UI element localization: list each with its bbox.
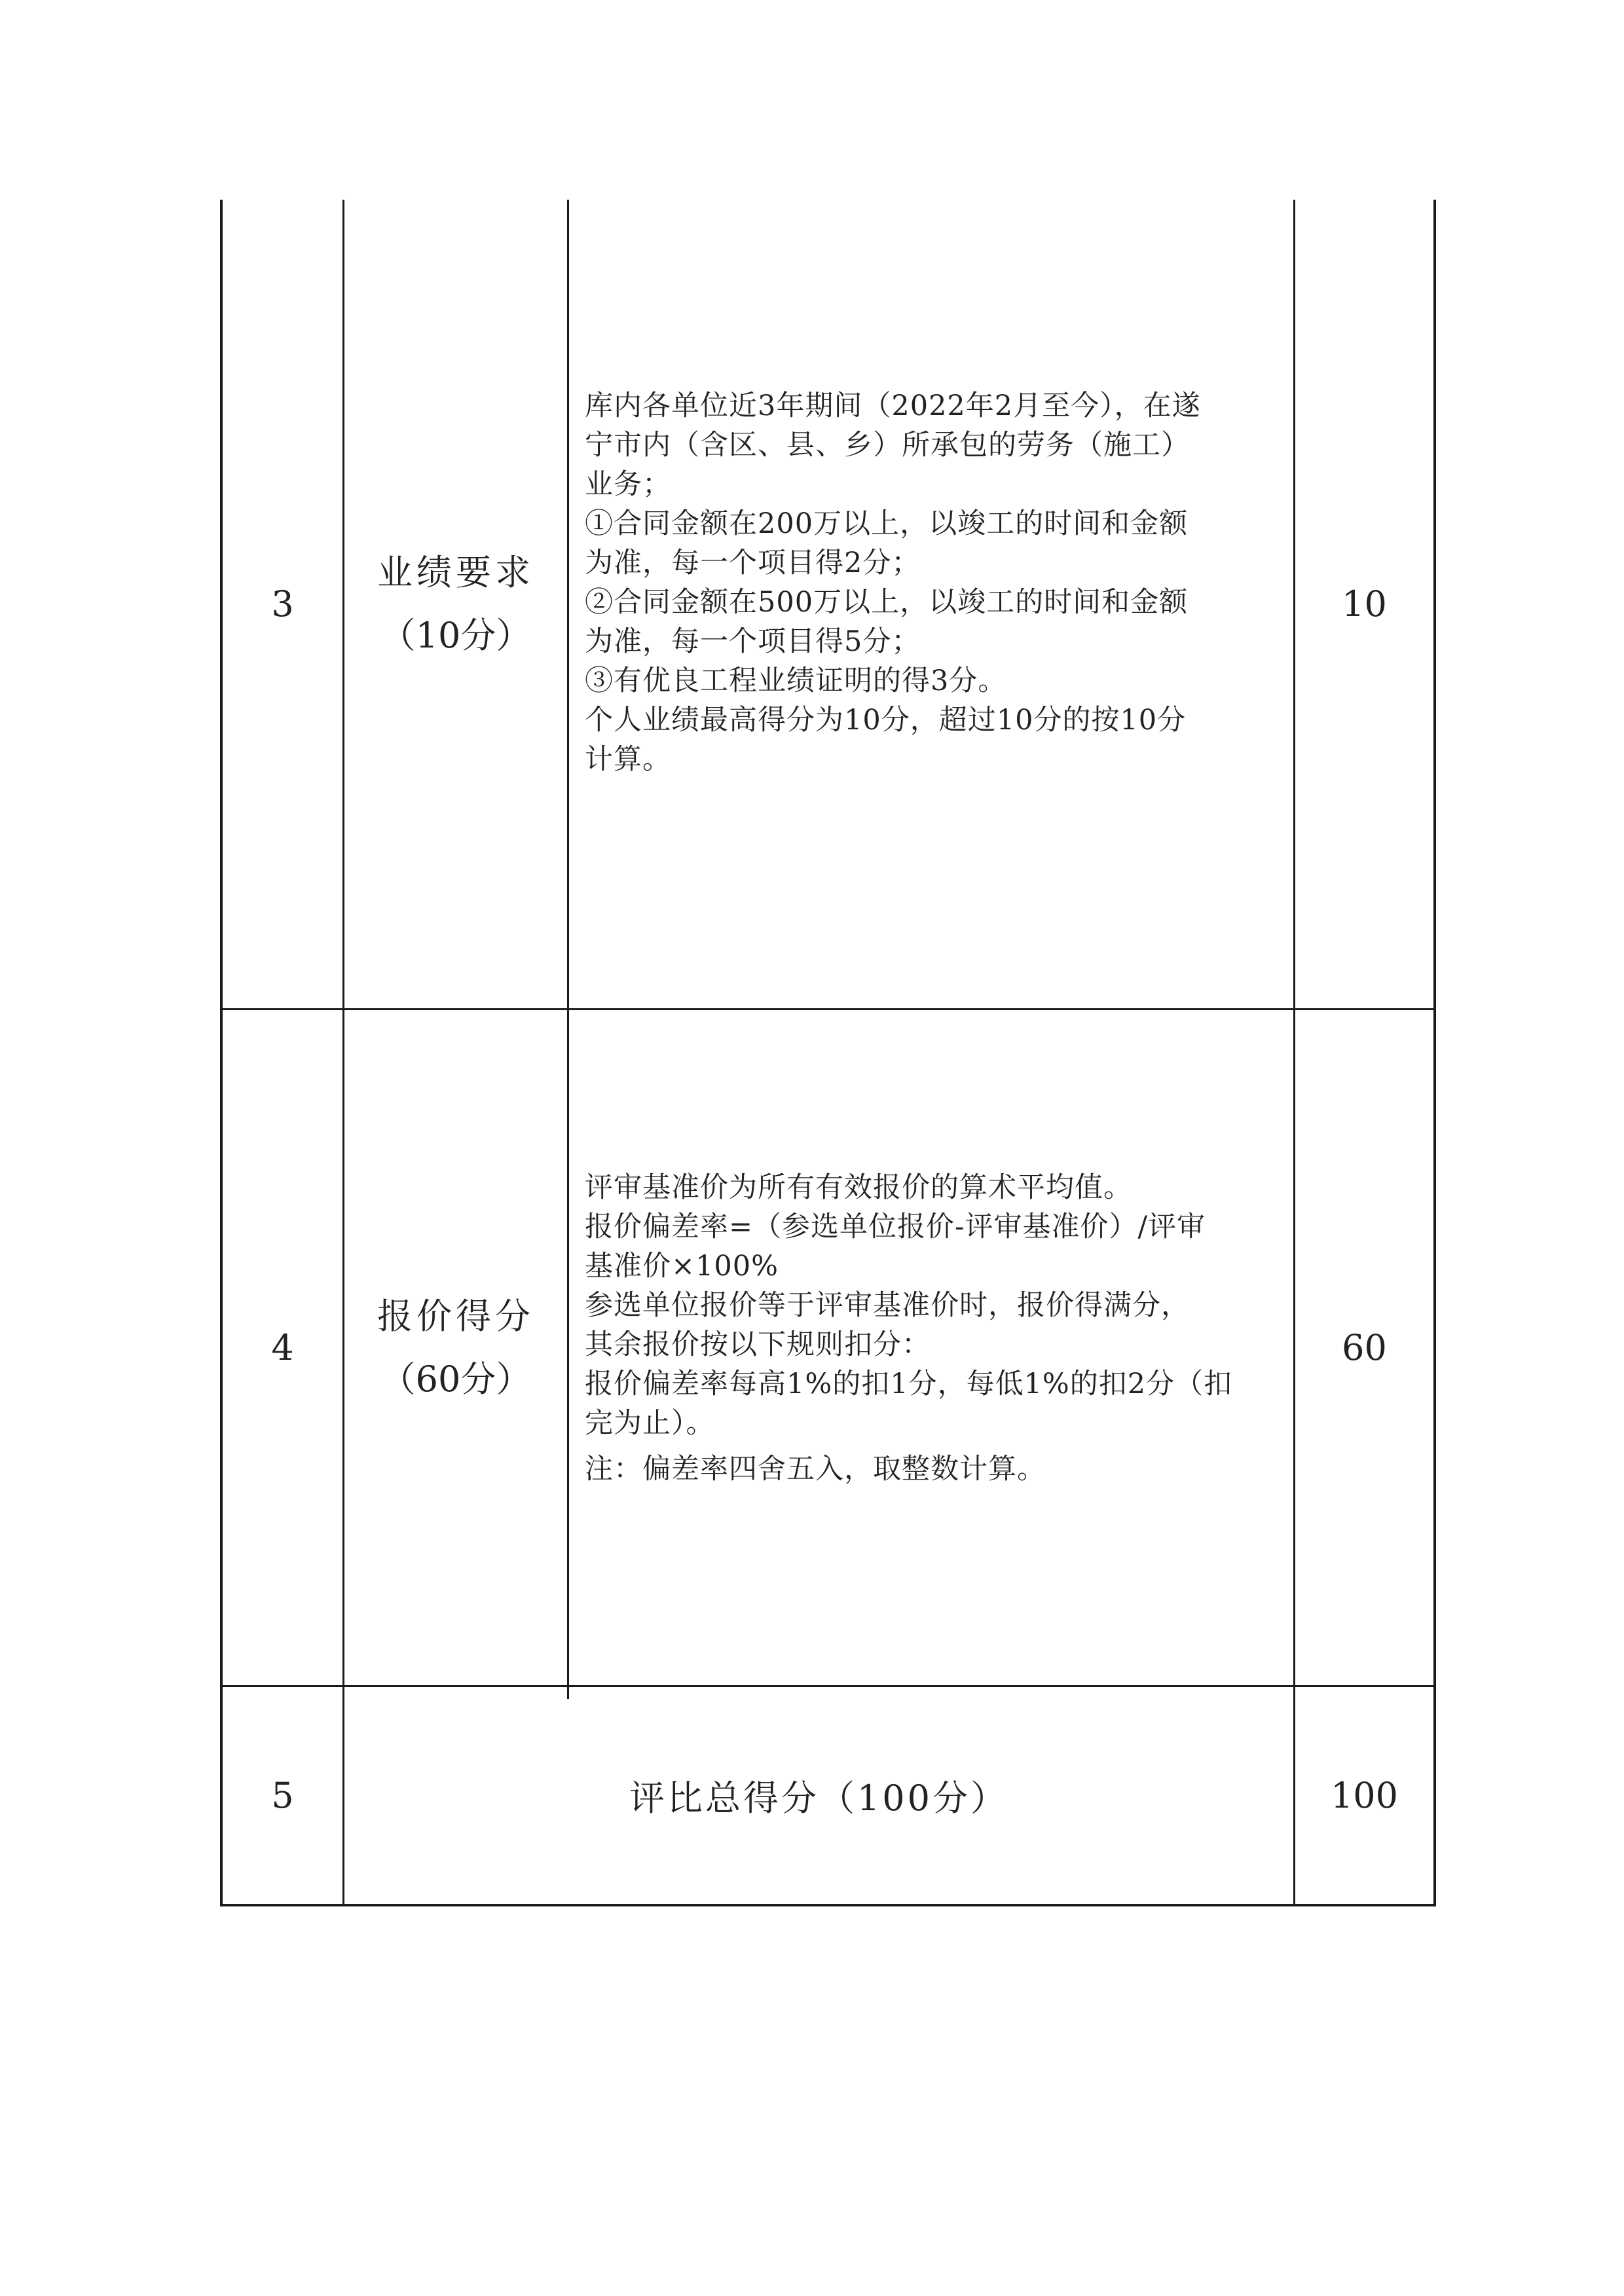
criteria-line: 参选单位报价等于评审基准价时，报价得满分，: [585, 1289, 1190, 1322]
criteria-line: 完为止）。: [585, 1407, 715, 1440]
criteria-line: 个人业绩最高得分为10分，超过10分的按10分: [585, 704, 1187, 737]
category-cell: [344, 200, 567, 1008]
category-title: 业绩要求: [377, 551, 534, 593]
total-score: 100: [1330, 1775, 1399, 1816]
criteria-line: ②合同金额在500万以上，以竣工的时间和金额: [585, 586, 1189, 619]
grid-line-col2: [567, 200, 569, 1699]
criteria-line: 业务；: [585, 468, 671, 501]
criteria-line: 计算。: [585, 743, 671, 776]
category-title: 报价得分: [377, 1295, 534, 1337]
category-points: （60分）: [380, 1358, 532, 1400]
row-number: 5: [271, 1775, 294, 1816]
criteria-line: 库内各单位近3年期间（2022年2月至今），在遂: [585, 390, 1201, 422]
criteria-text: [585, 386, 1285, 779]
row-number: 4: [271, 1327, 294, 1368]
criteria-line: 其余报价按以下规则扣分：: [585, 1328, 931, 1361]
grid-line-table-bottom: [220, 1904, 1436, 1906]
criteria-line: 为准，每一个项目得2分；: [585, 547, 921, 579]
criteria-line: ①合同金额在200万以上，以竣工的时间和金额: [585, 507, 1189, 540]
category-points: （10分）: [380, 614, 532, 656]
score-cell: 10: [1342, 583, 1387, 625]
grid-line-right: [1433, 200, 1436, 1906]
row-number: 3: [271, 583, 294, 625]
criteria-line: 注：偏差率四舍五入，取整数计算。: [585, 1453, 1046, 1485]
criteria-line: 报价偏差率每高1%的扣1分，每低1%的扣2分（扣: [585, 1368, 1233, 1400]
criteria-line: 报价偏差率=（参选单位报价-评审基准价）/评审: [585, 1211, 1206, 1243]
total-label: 评比总得分（100分）: [629, 1777, 1009, 1819]
criteria-line: 宁市内（含区、县、乡）所承包的劳务（施工）: [585, 429, 1190, 462]
criteria-line: ③有优良工程业绩证明的得3分。: [585, 665, 1007, 697]
criteria-line: 评审基准价为所有有效报价的算术平均值。: [585, 1171, 1132, 1204]
category-cell: [344, 1010, 567, 1685]
criteria-text: [585, 1168, 1285, 1489]
score-cell: 60: [1342, 1327, 1387, 1368]
criteria-line: 为准，每一个项目得5分；: [585, 625, 921, 658]
criteria-line: 基准价×100%: [585, 1250, 779, 1283]
